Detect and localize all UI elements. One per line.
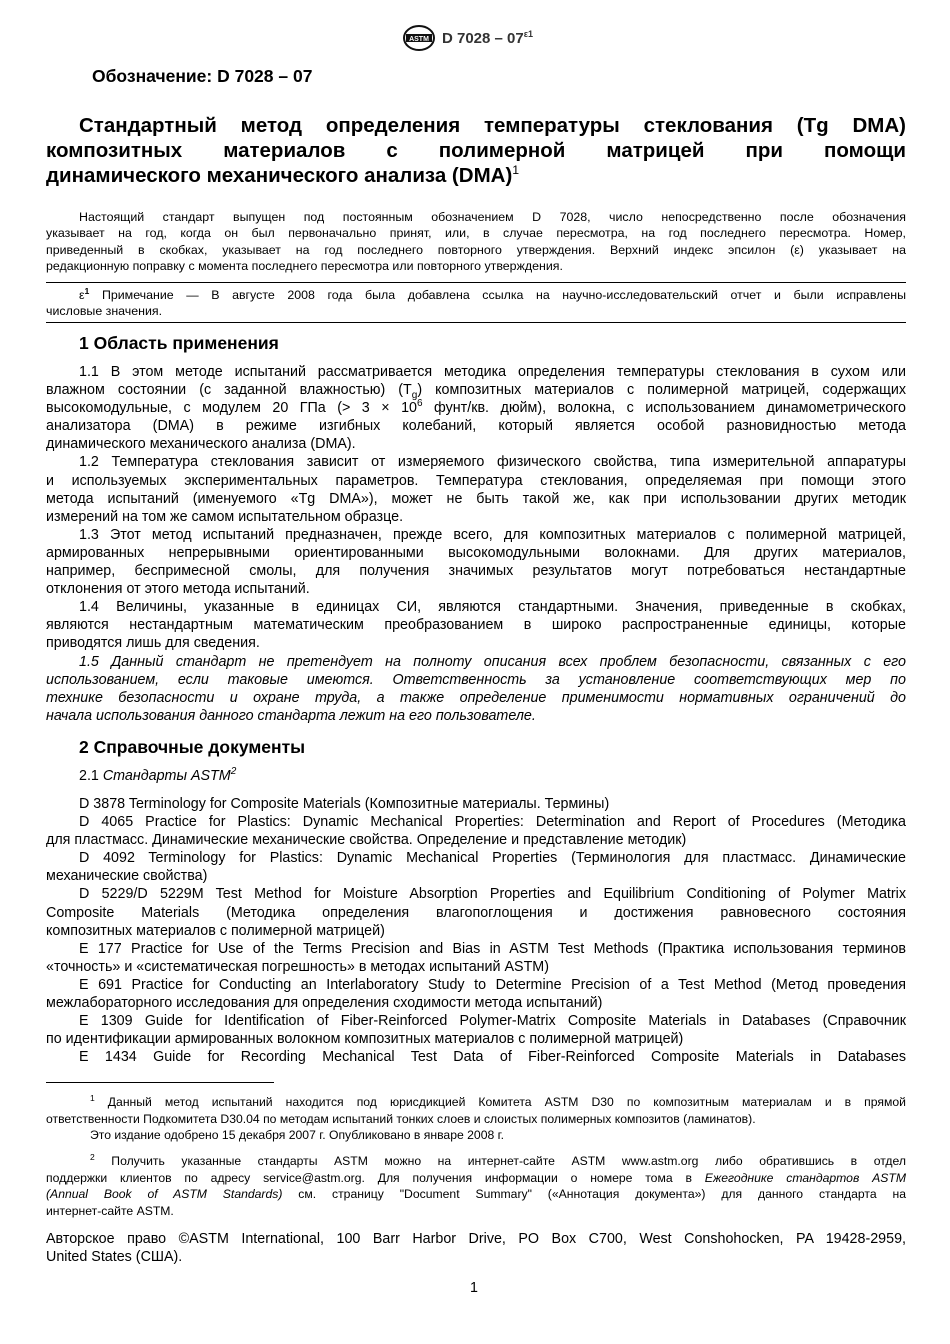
- astm-logo-text: ASTM: [409, 35, 429, 43]
- list-item: D 4065 Practice for Plastics: Dynamic Mechanical Properties: Determination and Report of Procedures (Методика: [79, 814, 906, 831]
- intro-paragraph: Настоящий стандарт выпущен под постоянным обозначением D 7028, число непосредственно после обозначения указывает на год, когда он был первоначально принят, или, в случае пересмотра, на год последнего пересмотра. Номер, приведенный в скобках, указывает на год последнего повторного утверждения. Верхний индекс эпсилон (ε) указывает на редакционную поправку с момента последнего пересмотра или повторного утверждения.: [46, 210, 906, 273]
- list-item: D 3878 Terminology for Composite Materials (Композитные материалы. Термины): [79, 796, 610, 812]
- designation: Обозначение: D 7028 – 07: [92, 66, 313, 86]
- divider: [46, 322, 906, 323]
- footnote-1: $^1$ Данный метод испытаний находится под юрисдикцией Комитета ASTM D30 по композитным материалам и в прямой ответственности Подкомитета D30.04 по методам испытаний тонких слоев и слоистых полимерных композитов (ламинатов). Это издание одобрено 15 декабря 2007 г. Опубликовано в январе 2008 г.: [46, 1092, 906, 1142]
- divider: [46, 282, 906, 283]
- list-item: D 5229/D 5229M Test Method for Moisture Absorption Properties and Equilibrium Conditioning of Polymer Matrix: [79, 886, 906, 903]
- section-1-body: 1.1 В этом методе испытаний рассматривается методика определения температуры стеклования в сухом или влажном состоянии (с заданной влажностью) $(T_g)$ композитных материалов с полимерной матрицей, содержащих высокомодульные, с модулем 20 ГПа (> $3 \times 10^6$ фунт/кв. дюйм), волокна, с использованием динамометрического анализатора (DMA) в режиме изгибных колебаний, который является особой разновидностью метода динамического механического анализа (DMA). 1.2 Температура стеклования зависит от измеряемого физического свойства, типа измерительной аппаратуры и используемых экспериментальных параметров. Температура стеклования, определяемая при помощи этого метода испытаний (именуемого «Tg DMA»), может не быть такой же, как при использовании других методик измерений на том же самом испытательном образце. 1.3 Этот метод испытаний предназначен, прежде всего, для композитных материалов с полимерной матрицей, армированных непрерывными ориентированными высокомодульными волокнами. Для других материалов, например, беспримесной смолы, для получения значимых результатов могут потребоваться нестандартные отклонения от этого метода испытаний. 1.4 Величины, указанные в единицах СИ, являются стандартными. Значения, приведенные в скобках, являются нестандартным математическим преобразованием в широко распространенные единицы, которые приводятся лишь для сведения. 1.5 Данный стандарт не претендует на полноту описания всех проблем безопасности, связанных с его использованием, если таковые имеются. Ответственность за установление соответствующих мер по технике безопасности и охране труда, а также определение применимости нормативных ограничений до начала использования данного стандарта лежит на его пользователе.: [46, 364, 906, 724]
- list-item: E 1309 Guide for Identification of Fiber-Reinforced Polymer-Matrix Composite Materials in Databases (Справочник: [79, 1013, 906, 1030]
- footnote-separator: [46, 1082, 274, 1083]
- page-number: 1: [470, 1280, 478, 1296]
- epsilon-note: $\varepsilon^1$ Примечание — В августе 2008 года была добавлена ссылка на научно-исследовательский отчет и были исправлены числовые значения.: [46, 285, 906, 319]
- list-item: E 177 Practice for Use of the Terms Precision and Bias in ASTM Test Methods (Практика использования терминов: [79, 940, 906, 957]
- copyright-notice: Авторское право ©ASTM International, 100 Barr Harbor Drive, PO Box C700, West Conshohocken, PA 19428-2959, United States (США).: [46, 1231, 906, 1265]
- page-title: Стандартный метод определения температуры стеклования (Tg DMA) композитных материалов с полимерной матрицей при помощи динамического механического анализа (DMA)$^1$: [46, 114, 906, 187]
- list-item: D 4092 Terminology for Plastics: Dynamic Mechanical Properties (Терминология для пластмасс. Динамические: [79, 850, 906, 867]
- list-item: E 1434 Guide for Recording Mechanical Test Data of Fiber-Reinforced Composite Materials in Databases: [79, 1049, 906, 1066]
- section-2-subheading: 2.1 Стандарты ASTM$^2$: [79, 766, 237, 784]
- referenced-documents-list: D 3878 Terminology for Composite Materials (Композитные материалы. Термины) D 4065 Practice for Plastics: Dynamic Mechanical Properties: Determination and Report of Procedures (Методика для пластмасс. Динамические механические свойства. Определение и представление методик) D 4092 Terminology for Plastics: Dynamic Mechanical Properties (Терминология для пластмасс. Динамические механические свойства) D 5229/D 5229M Test Method for Moisture Absorption Properties and Equilibrium Conditioning of Polymer Matrix Composite Materials (Методика определения влагопоглощения и достижения равновесного состояния композитных материалов с полимерной матрицей) E 177 Practice for Use of the Terms Precision and Bias in ASTM Test Methods (Практика использования терминов «точность» и «систематическая погрешность» в методах испытаний ASTM) E 691 Practice for Conducting an Interlaboratory Study to Determine Precision of a Test Method (Метод проведения межлабораторного исследования для определения сходимости метода испытаний) E 1309 Guide for Identification of Fiber-Reinforced Polymer-Matrix Composite Materials in Databases (Справочник по идентификации армированных волокном композитных материалов с полимерной матрицей) E 1434 Guide for Recording Mechanical Test Data of Fiber-Reinforced Composite Materials in Databases: [46, 796, 906, 1066]
- astm-logo-icon: [402, 25, 436, 51]
- section-1-heading: 1 Область применения: [79, 333, 279, 353]
- list-item: E 691 Practice for Conducting an Interlaboratory Study to Determine Precision of a Test Method (Метод проведения: [79, 976, 906, 993]
- footnote-2: $^2$ Получить указанные стандарты ASTM можно на интернет-сайте ASTM www.astm.org либо обратившись в отдел поддержки клиентов по адресу service@astm.org. Для получения информации о номере тома в Ежегоднике стандартов ASTM (Annual Book of ASTM Standards) см. страницу "Document Summary" («Аннотация документа») для данного стандарта на интернет-сайте ASTM.: [46, 1151, 906, 1218]
- section-2-heading: 2 Справочные документы: [79, 737, 306, 757]
- running-header: [402, 26, 533, 50]
- header-designation: D $7028 - 07^{\varepsilon 1}$: [442, 28, 534, 47]
